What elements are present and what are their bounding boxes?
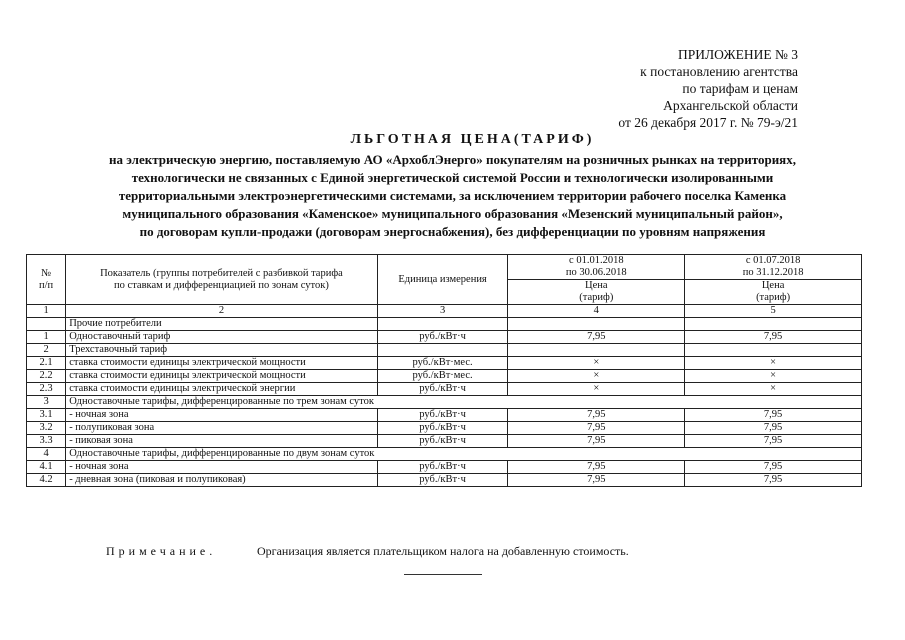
row-price-period-1: × bbox=[508, 357, 685, 370]
row-price-period-2: 7,95 bbox=[685, 461, 862, 474]
column-number: 2 bbox=[66, 305, 378, 318]
appendix-line: от 26 декабря 2017 г. № 79-э/21 bbox=[618, 115, 798, 130]
header-name bbox=[66, 255, 378, 305]
header-name-line: по ставкам и дифференциацией по зонам суток) bbox=[114, 279, 329, 291]
row-name: Одноставочный тариф bbox=[66, 331, 378, 344]
table-row bbox=[27, 396, 862, 409]
column-number: 4 bbox=[508, 305, 685, 318]
table-row bbox=[27, 370, 862, 383]
document-title: ЛЬГОТНАЯ ЦЕНА(ТАРИФ) bbox=[350, 132, 595, 147]
row-unit: руб./кВт·ч bbox=[377, 435, 508, 448]
header-unit: Единица измерения bbox=[377, 255, 508, 305]
row-price-period-1: × bbox=[508, 370, 685, 383]
row-unit bbox=[377, 344, 508, 357]
row-price-period-1: 7,95 bbox=[508, 474, 685, 487]
header-num-line: п/п bbox=[39, 279, 54, 291]
column-number-row bbox=[27, 305, 862, 318]
header-period-line: по 30.06.2018 bbox=[565, 267, 627, 278]
table-row bbox=[27, 435, 862, 448]
table-row bbox=[27, 409, 862, 422]
row-number bbox=[27, 318, 66, 331]
table-body bbox=[27, 318, 862, 487]
row-number: 3 bbox=[27, 396, 66, 409]
appendix-block bbox=[618, 46, 798, 131]
column-number: 1 bbox=[27, 305, 66, 318]
row-number: 1 bbox=[27, 331, 66, 344]
row-name: ставка стоимости единицы электрической энергии bbox=[66, 383, 378, 396]
row-name: - пиковая зона bbox=[66, 435, 378, 448]
row-number: 2.2 bbox=[27, 370, 66, 383]
row-price-period-2: 7,95 bbox=[685, 435, 862, 448]
row-price-period-1: 7,95 bbox=[508, 409, 685, 422]
row-name: Прочие потребители bbox=[66, 318, 378, 331]
row-price-period-1: 7,95 bbox=[508, 422, 685, 435]
row-price-period-1: × bbox=[508, 383, 685, 396]
header-price-2 bbox=[685, 280, 862, 305]
row-name: Одноставочные тарифы, дифференцированные по двум зонам суток bbox=[66, 448, 862, 461]
header-price-1 bbox=[508, 280, 685, 305]
row-price-period-2 bbox=[685, 318, 862, 331]
subtitle-line: по договорам купли-продажи (договорам энергоснабжения), без дифференциации по уровням напряжения bbox=[139, 224, 766, 239]
subtitle-line: технологически не связанных с Единой энергетической системой России и технологически изолированными bbox=[131, 170, 774, 185]
row-number: 4 bbox=[27, 448, 66, 461]
row-price-period-1: 7,95 bbox=[508, 331, 685, 344]
header-price-line: (тариф) bbox=[579, 292, 614, 303]
row-unit: руб./кВт·ч bbox=[377, 461, 508, 474]
row-number: 2 bbox=[27, 344, 66, 357]
header-period-2 bbox=[685, 255, 862, 280]
table-row bbox=[27, 357, 862, 370]
row-price-period-2: 7,95 bbox=[685, 331, 862, 344]
table-row bbox=[27, 331, 862, 344]
row-name: - ночная зона bbox=[66, 409, 378, 422]
appendix-line: к постановлению агентства bbox=[640, 64, 798, 79]
note bbox=[106, 544, 629, 559]
row-unit: руб./кВт·ч bbox=[377, 409, 508, 422]
tariff-table bbox=[26, 254, 862, 487]
row-name: ставка стоимости единицы электрической мощности bbox=[66, 357, 378, 370]
row-price-period-2: × bbox=[685, 357, 862, 370]
row-name: - дневная зона (пиковая и полупиковая) bbox=[66, 474, 378, 487]
title-block bbox=[0, 131, 905, 241]
header-price-line: Цена bbox=[761, 280, 785, 291]
row-name: - полупиковая зона bbox=[66, 422, 378, 435]
row-unit: руб./кВт·мес. bbox=[377, 357, 508, 370]
row-price-period-1 bbox=[508, 318, 685, 331]
appendix-line: Архангельской области bbox=[663, 98, 798, 113]
note-label: Примечание. bbox=[106, 544, 217, 558]
row-number: 2.1 bbox=[27, 357, 66, 370]
row-unit: руб./кВт·мес. bbox=[377, 370, 508, 383]
row-name: - ночная зона bbox=[66, 461, 378, 474]
row-number: 3.2 bbox=[27, 422, 66, 435]
table-header-row bbox=[27, 255, 862, 280]
subtitle-line: территориальными электроэнергетическими системами, за исключением территории рабочего поселка Каменка bbox=[118, 188, 787, 203]
row-name: ставка стоимости единицы электрической мощности bbox=[66, 370, 378, 383]
header-name-line: Показатель (группы потребителей с разбивкой тарифа bbox=[100, 267, 343, 279]
table-row bbox=[27, 344, 862, 357]
row-price-period-1: 7,95 bbox=[508, 461, 685, 474]
document-subtitle bbox=[0, 151, 905, 241]
row-price-period-2 bbox=[685, 344, 862, 357]
row-price-period-1: 7,95 bbox=[508, 435, 685, 448]
table-row bbox=[27, 448, 862, 461]
header-num-line: № bbox=[41, 267, 52, 279]
row-unit: руб./кВт·ч bbox=[377, 422, 508, 435]
table-row bbox=[27, 383, 862, 396]
appendix-line: ПРИЛОЖЕНИЕ № 3 bbox=[677, 47, 798, 62]
row-number: 4.1 bbox=[27, 461, 66, 474]
table-row bbox=[27, 461, 862, 474]
row-unit: руб./кВт·ч bbox=[377, 474, 508, 487]
row-price-period-2: × bbox=[685, 383, 862, 396]
header-period-line: по 31.12.2018 bbox=[742, 267, 804, 278]
row-price-period-2: 7,95 bbox=[685, 422, 862, 435]
row-number: 3.3 bbox=[27, 435, 66, 448]
row-unit bbox=[377, 318, 508, 331]
row-price-period-1 bbox=[508, 344, 685, 357]
subtitle-line: муниципального образования «Каменское» муниципального образования «Мезенский муниципальный район», bbox=[122, 206, 783, 221]
row-unit: руб./кВт·ч bbox=[377, 331, 508, 344]
subtitle-line: на электрическую энергию, поставляемую АО «АрхоблЭнерго» покупателям на розничных рынках на территориях, bbox=[109, 152, 796, 167]
header-period-1 bbox=[508, 255, 685, 280]
header-price-line: Цена bbox=[585, 280, 608, 291]
row-number: 4.2 bbox=[27, 474, 66, 487]
row-price-period-2: 7,95 bbox=[685, 409, 862, 422]
row-price-period-2: 7,95 bbox=[685, 474, 862, 487]
appendix-line: по тарифам и ценам bbox=[682, 81, 798, 96]
row-unit: руб./кВт·ч bbox=[377, 383, 508, 396]
note-text: Организация является плательщиком налога на добавленную стоимость. bbox=[257, 544, 629, 558]
column-number: 5 bbox=[685, 305, 862, 318]
table-row bbox=[27, 474, 862, 487]
table-row bbox=[27, 318, 862, 331]
row-number: 2.3 bbox=[27, 383, 66, 396]
table-row bbox=[27, 422, 862, 435]
row-price-period-2: × bbox=[685, 370, 862, 383]
header-period-line: с 01.07.2018 bbox=[745, 255, 801, 266]
column-number: 3 bbox=[377, 305, 508, 318]
row-number: 3.1 bbox=[27, 409, 66, 422]
row-name: Трехставочный тариф bbox=[66, 344, 378, 357]
divider bbox=[404, 574, 482, 575]
header-price-line: (тариф) bbox=[756, 292, 791, 303]
header-num bbox=[27, 255, 66, 305]
row-name: Одноставочные тарифы, дифференцированные по трем зонам суток bbox=[66, 396, 862, 409]
header-period-line: с 01.01.2018 bbox=[569, 255, 624, 266]
